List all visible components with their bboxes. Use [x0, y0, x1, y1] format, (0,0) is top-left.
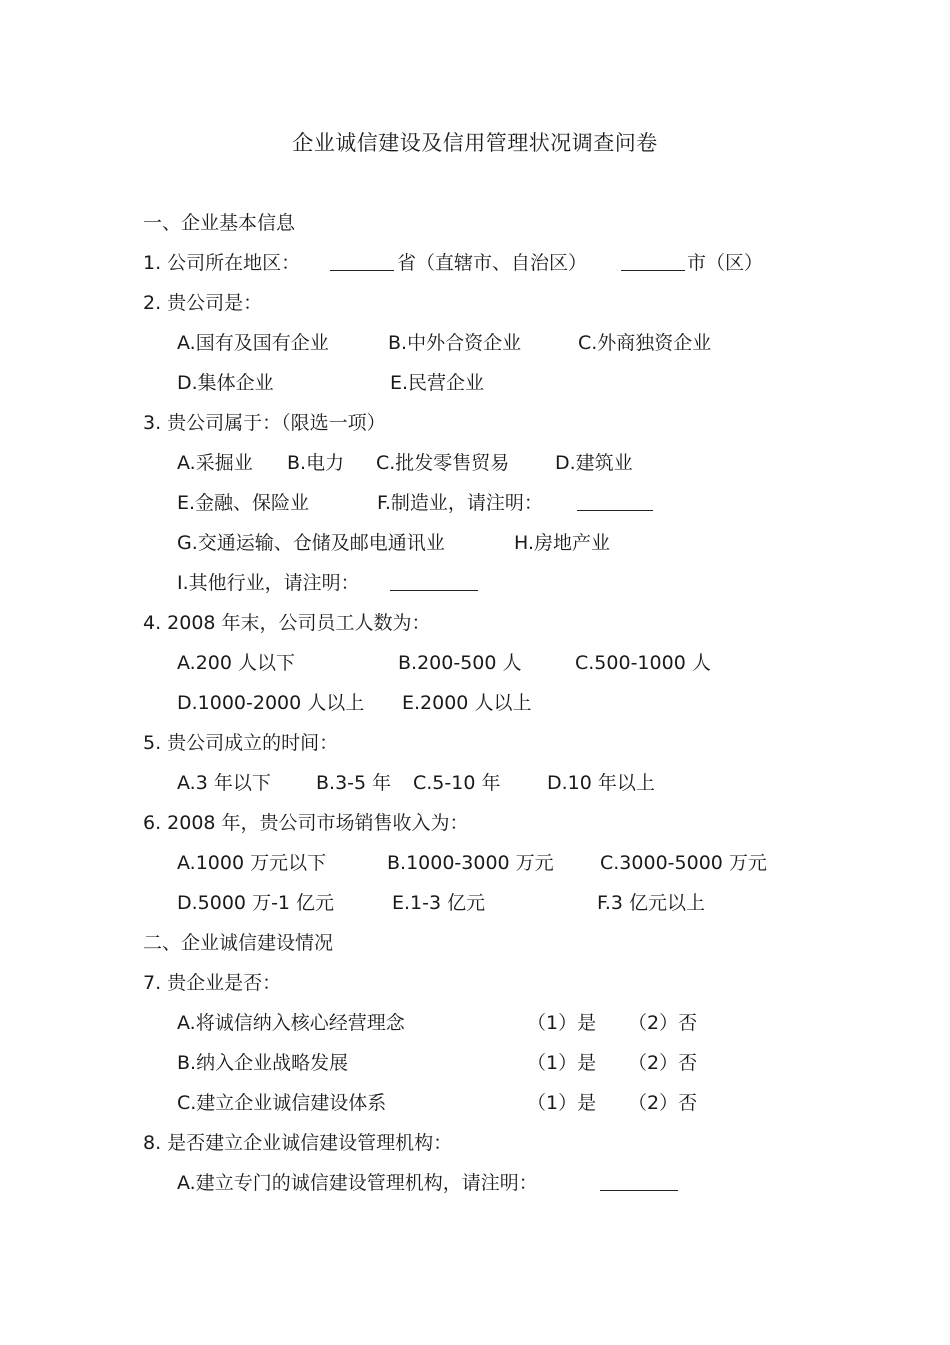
question-3-label: 3. 贵公司属于：（限选一项） — [143, 412, 386, 434]
q5-option-a[interactable]: A.3 年以下 — [177, 772, 271, 794]
q3-option-f-blank[interactable] — [577, 490, 653, 511]
q5-option-c[interactable]: C.5-10 年 — [413, 772, 501, 794]
question-5-label: 5. 贵公司成立的时间： — [143, 732, 339, 754]
q2-option-c[interactable]: C.外商独资企业 — [578, 332, 712, 354]
q6-option-c[interactable]: C.3000-5000 万元 — [600, 852, 767, 874]
q8-option-a[interactable]: A.建立专门的诚信建设管理机构，请注明： — [177, 1172, 538, 1194]
question-4-label: 4. 2008 年末，公司员工人数为： — [143, 612, 431, 634]
q6-option-e[interactable]: E.1-3 亿元 — [392, 892, 486, 914]
q3-option-f[interactable]: F.制造业，请注明： — [377, 492, 543, 514]
q4-option-a[interactable]: A.200 人以下 — [177, 652, 296, 674]
q3-option-c[interactable]: C.批发零售贸易 — [376, 452, 510, 474]
q4-option-c[interactable]: C.500-1000 人 — [575, 652, 711, 674]
q7-item-c-yes[interactable]: （1）是 — [527, 1092, 597, 1114]
question-2-label: 2. 贵公司是： — [143, 292, 263, 314]
q2-option-b[interactable]: B.中外合资企业 — [388, 332, 522, 354]
q6-option-d[interactable]: D.5000 万-1 亿元 — [177, 892, 335, 914]
q6-option-f[interactable]: F.3 亿元以上 — [597, 892, 706, 914]
q2-option-d[interactable]: D.集体企业 — [177, 372, 274, 394]
q6-option-b[interactable]: B.1000-3000 万元 — [387, 852, 554, 874]
section-heading-basic-info: 一、企业基本信息 — [143, 212, 296, 234]
city-blank[interactable] — [621, 250, 685, 271]
question-8-label: 8. 是否建立企业诚信建设管理机构： — [143, 1132, 453, 1154]
question-1-label: 1. 公司所在地区： — [143, 252, 301, 274]
q3-option-a[interactable]: A.采掘业 — [177, 452, 253, 474]
q7-item-a: A.将诚信纳入核心经营理念 — [177, 1012, 405, 1034]
q3-option-i[interactable]: I.其他行业，请注明： — [177, 572, 360, 594]
q8-option-a-blank[interactable] — [600, 1170, 678, 1191]
q7-item-b-no[interactable]: （2）否 — [628, 1052, 698, 1074]
section-heading-integrity: 二、企业诚信建设情况 — [143, 932, 334, 954]
q7-item-c: C.建立企业诚信建设体系 — [177, 1092, 387, 1114]
q3-option-g[interactable]: G.交通运输、仓储及邮电通讯业 — [177, 532, 445, 554]
q7-item-b-yes[interactable]: （1）是 — [527, 1052, 597, 1074]
q3-option-i-blank[interactable] — [390, 570, 478, 591]
q3-option-d[interactable]: D.建筑业 — [555, 452, 633, 474]
question-7-label: 7. 贵企业是否： — [143, 972, 282, 994]
page-title: 企业诚信建设及信用管理状况调查问卷 — [292, 131, 658, 155]
province-blank[interactable] — [330, 250, 394, 271]
q4-option-d[interactable]: D.1000-2000 人以上 — [177, 692, 365, 714]
q6-option-a[interactable]: A.1000 万元以下 — [177, 852, 327, 874]
province-suffix: 省（直辖市、自治区） — [397, 252, 588, 274]
q3-option-b[interactable]: B.电力 — [287, 452, 345, 474]
q2-option-a[interactable]: A.国有及国有企业 — [177, 332, 329, 354]
city-suffix: 市（区） — [687, 252, 764, 274]
q3-option-e[interactable]: E.金融、保险业 — [177, 492, 310, 514]
q7-item-b: B.纳入企业战略发展 — [177, 1052, 349, 1074]
q3-option-h[interactable]: H.房地产业 — [514, 532, 610, 554]
q4-option-e[interactable]: E.2000 人以上 — [402, 692, 532, 714]
q7-item-a-yes[interactable]: （1）是 — [527, 1012, 597, 1034]
q5-option-b[interactable]: B.3-5 年 — [316, 772, 392, 794]
q2-option-e[interactable]: E.民营企业 — [390, 372, 485, 394]
question-6-label: 6. 2008 年，贵公司市场销售收入为： — [143, 812, 469, 834]
q7-item-c-no[interactable]: （2）否 — [628, 1092, 698, 1114]
q5-option-d[interactable]: D.10 年以上 — [547, 772, 655, 794]
q4-option-b[interactable]: B.200-500 人 — [398, 652, 522, 674]
q7-item-a-no[interactable]: （2）否 — [628, 1012, 698, 1034]
